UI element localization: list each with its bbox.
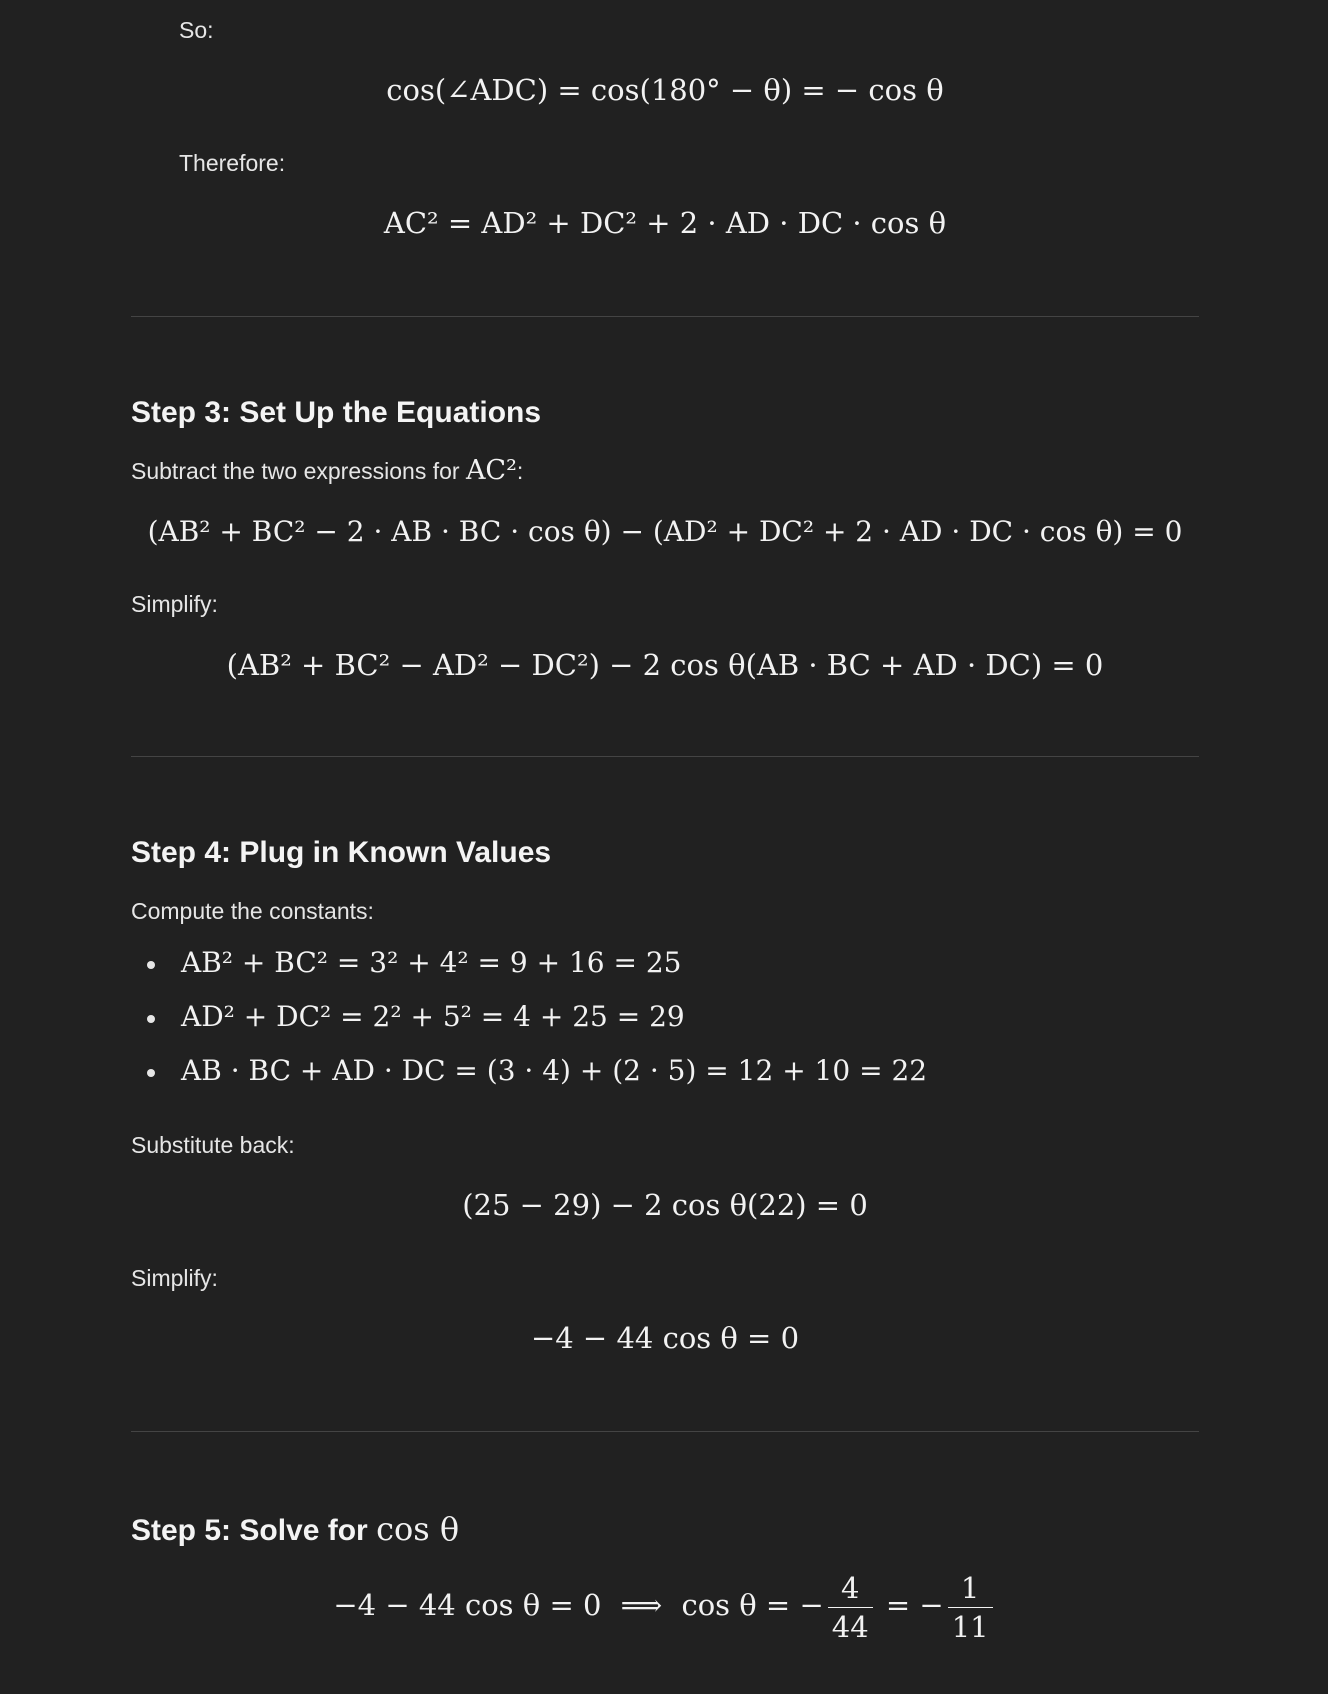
simplify-label-step4: Simplify: — [131, 1265, 218, 1291]
equation-mid: = − — [885, 1588, 944, 1622]
so-label: So: — [179, 17, 214, 43]
list-item — [131, 936, 1199, 990]
subtract-inline-math: AC² — [465, 455, 517, 486]
equation-lhs: −4 − 44 cos θ = 0 — [333, 1588, 602, 1622]
step5-heading-math: cos θ — [376, 1510, 460, 1548]
equation-solve-cos — [131, 1565, 1199, 1649]
subtract-prefix: Subtract the two expressions for — [131, 458, 466, 484]
step4-heading: Step 4: Plug in Known Values — [131, 836, 552, 869]
fraction-1-over-11 — [948, 1569, 993, 1646]
section-divider — [131, 316, 1199, 317]
constant-ab-bc-squares: AB² + BC² = 3² + 4² = 9 + 16 = 25 — [181, 946, 682, 979]
equation-ac-squared-adc: AC² = AD² + DC² + 2 · AD · DC · cos θ — [383, 206, 947, 240]
fraction-numerator: 4 — [828, 1569, 873, 1608]
implies-arrow: ⟹ — [620, 1588, 663, 1622]
fraction-4-over-44 — [828, 1569, 873, 1646]
step5-heading — [131, 1509, 1199, 1551]
bullet-icon — [147, 961, 155, 969]
list-item — [131, 990, 1199, 1044]
equation-simplified-step4: −4 − 44 cos θ = 0 — [530, 1321, 800, 1355]
equation-simplified-step3: (AB² + BC² − AD² − DC²) − 2 cos θ(AB · BC + AD · DC) = 0 — [226, 648, 1104, 682]
equation-cos-adc: cos(∠ADC) = cos(180° − θ) = − cos θ — [386, 73, 944, 107]
bullet-icon — [147, 1015, 155, 1023]
substitute-label: Substitute back: — [131, 1132, 295, 1158]
fraction-denominator: 44 — [831, 1609, 869, 1644]
equation-cos-equals: cos θ = − — [681, 1588, 824, 1622]
subtract-suffix: : — [516, 458, 524, 484]
equation-substituted: (25 − 29) − 2 cos θ(22) = 0 — [462, 1188, 868, 1222]
section-divider — [131, 1431, 1199, 1432]
step5-heading-text: Step 5: Solve for — [131, 1514, 377, 1547]
bullet-icon — [147, 1069, 155, 1077]
therefore-label: Therefore: — [179, 150, 286, 176]
constant-products: AB · BC + AD · DC = (3 · 4) + (2 · 5) = 12 + 10 = 22 — [181, 1054, 928, 1087]
list-item — [131, 1044, 1199, 1098]
step3-heading: Step 3: Set Up the Equations — [131, 396, 542, 429]
fraction-numerator: 1 — [948, 1569, 993, 1608]
constant-ad-dc-squares: AD² + DC² = 2² + 5² = 4 + 25 = 29 — [181, 1000, 685, 1033]
subtract-instruction — [131, 455, 1199, 487]
compute-label: Compute the constants: — [131, 898, 374, 924]
constants-list — [131, 936, 1199, 1098]
simplify-label-step3: Simplify: — [131, 591, 218, 617]
equation-subtract: (AB² + BC² − 2 · AB · BC · cos θ) − (AD² + DC² + 2 · AD · DC · cos θ) = 0 — [147, 515, 1183, 548]
fraction-denominator: 11 — [951, 1609, 989, 1644]
section-divider — [131, 756, 1199, 757]
